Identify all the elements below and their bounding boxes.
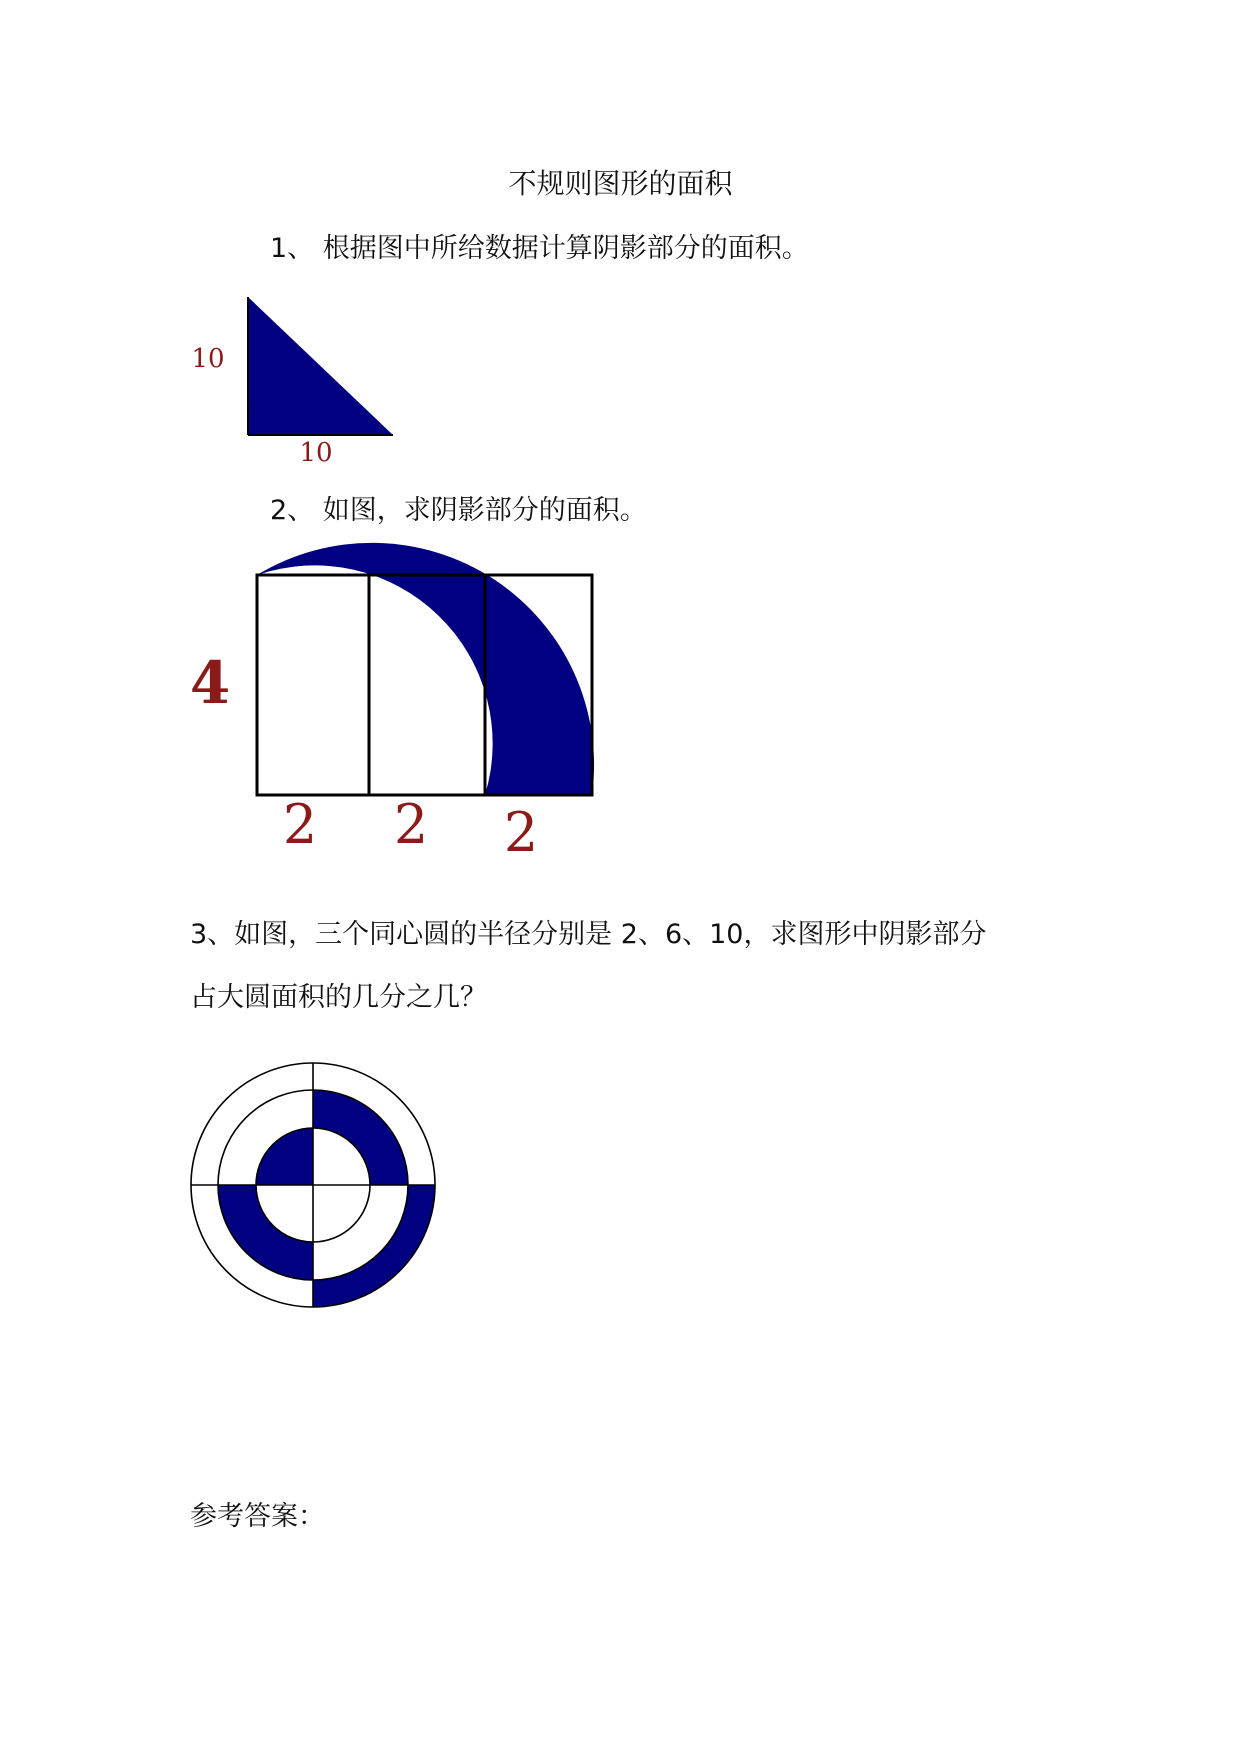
figure-1 xyxy=(180,285,420,475)
figure-2-height-label: 4 xyxy=(189,649,231,717)
figure-2-width-label-3: 2 xyxy=(503,801,539,864)
question-1-text: 1、 根据图中所给数据计算阴影部分的面积。 xyxy=(270,233,809,264)
question-2-text: 2、 如图，求阴影部分的面积。 xyxy=(270,495,647,526)
figure-3 xyxy=(188,1060,438,1310)
figure-1-height-label: 10 xyxy=(191,344,225,374)
figure-3-middle-ring-shaded-bottom-left xyxy=(218,1185,313,1280)
figure-2 xyxy=(170,560,610,880)
figure-2-shaded-ring xyxy=(257,543,594,795)
page-title: 不规则图形的面积 xyxy=(508,167,733,200)
figure-1-base-label: 10 xyxy=(299,438,333,468)
figure-3-outer-ring-shaded-bottom-right xyxy=(313,1185,435,1307)
figure-3-middle-ring-shaded-top-right xyxy=(313,1090,408,1185)
question-3-text-line-1: 3、如图，三个同心圆的半径分别是 2、6、10，求图形中阴影部分 xyxy=(190,919,987,950)
figure-2-width-label-2: 2 xyxy=(393,793,429,856)
figure-1-shaded-region xyxy=(248,297,393,435)
answer-heading: 参考答案： xyxy=(190,1501,325,1532)
question-3-text-line-2: 占大圆面积的几分之几？ xyxy=(190,982,487,1013)
figure-2-width-label-1: 2 xyxy=(282,793,318,856)
